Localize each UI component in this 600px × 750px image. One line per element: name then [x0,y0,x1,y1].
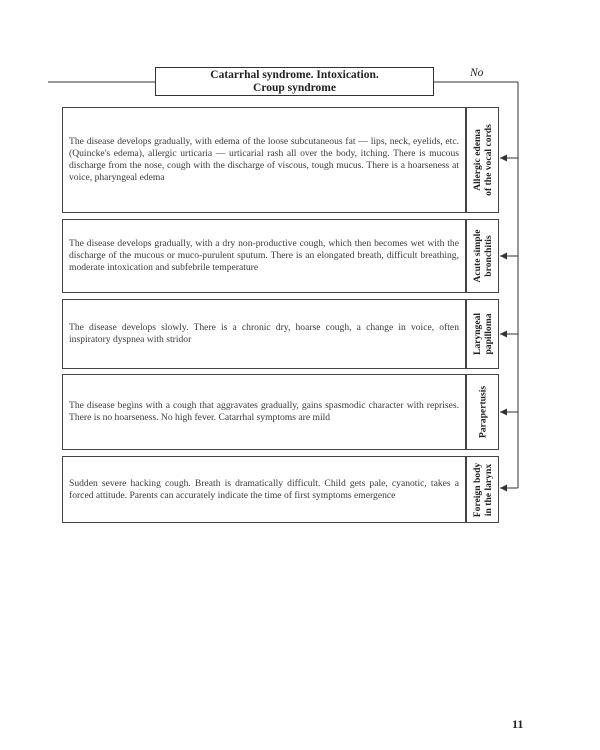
entry-3-description: The disease develops slowly. There is a chronic dry, hoarse cough, a change in voice, often inspiratory dyspnea with stridor [69,322,459,345]
no-branch-label: No [470,67,484,79]
entry-5-description: Sudden severe hacking cough. Breath is dramatically difficult. Child gets pale, cyanotic, takes a forced attitude. Parents can accurately indicate the time of first symptoms emergence [69,477,459,501]
entry-4-diagnosis: Parapertusis [477,385,488,439]
header-title-line-1: Catarrhal syndrome. Intoxication. [210,69,379,81]
entry-5-description-box [62,456,466,523]
entry-3-diagnosis-box [466,299,499,369]
entry-2-diagnosis-box [466,219,499,293]
entry-5-diagnosis: Foreign body in the larynx [471,462,494,517]
syndrome-header-box [155,67,434,96]
entry-3-description-box [62,299,466,369]
entry-4-description: The disease begins with a cough that aggravates gradually, gains spasmodic character with reprises. There is no hoarseness. No high fever. Catarrhal symptoms are mild [69,400,459,423]
entry-5-diagnosis-box [466,456,499,523]
entry-2-diagnosis: Acute simple bronchitis [471,229,494,283]
entry-3-diagnosis: Laryngeal papilloma [471,312,494,356]
entry-4-description-box [62,374,466,450]
header-title-line-2: Croup syndrome [253,82,336,94]
entry-2-description-box [62,219,466,293]
entry-1-description-box [62,107,466,213]
page-number: 11 [512,717,524,731]
entry-1-description: The disease develops gradually, with edema of the loose subcutaneous fat — lips, neck, eyelids, etc. (Quincke's edema), allergic urticaria — urticarial rash all over the body, itching. There is mucous discharge from the nose, cough with the discharge of viscous, tough mucus. There is a hoarseness at voice, pharyngeal edema [69,136,459,183]
entry-2-description: The disease develops gradually, with a dry non-productive cough, which then becomes wet with the discharge of the mucous or muco-purulent sputum. There is an elongated breath, difficult breathing, moderate intoxication and subfebrile temperature [69,238,459,273]
entry-1-diagnosis: Allergic edema of the vocal cords [471,124,494,196]
entry-1-diagnosis-box [466,107,499,213]
entry-4-diagnosis-box [466,374,499,450]
